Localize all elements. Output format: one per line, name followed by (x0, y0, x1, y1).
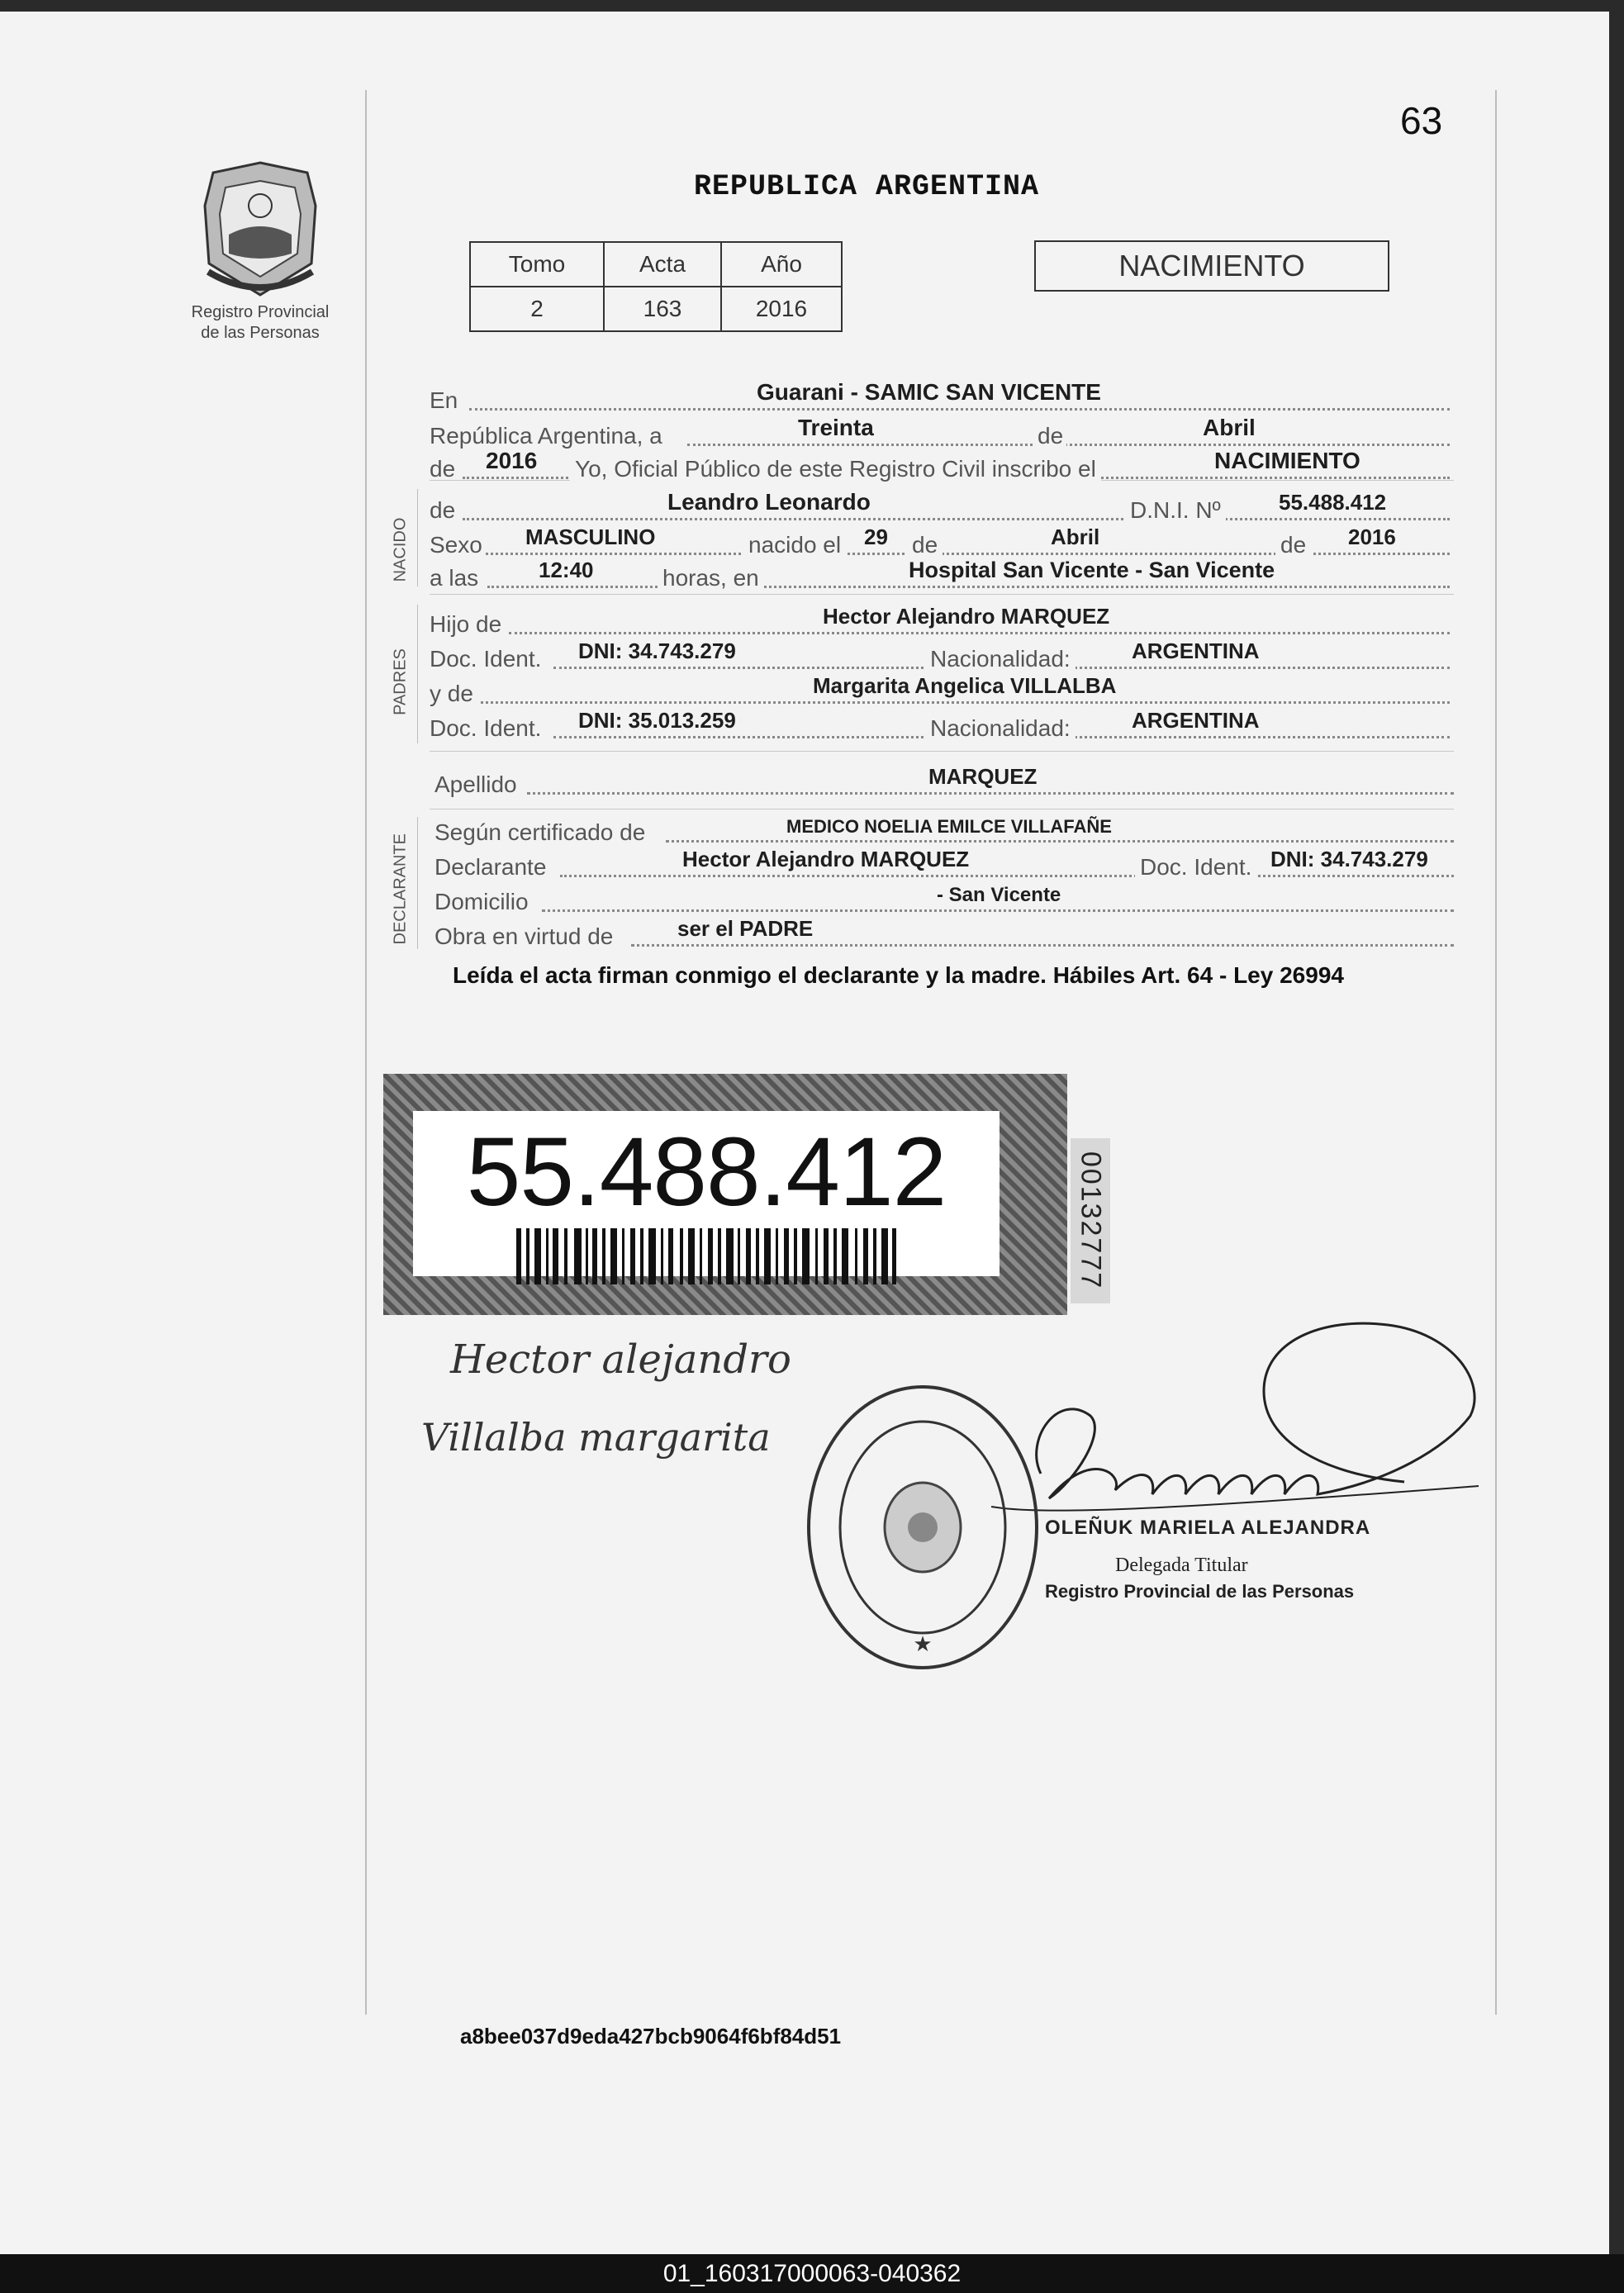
header-acta: Acta (604, 242, 721, 287)
value-sexo: MASCULINO (525, 525, 656, 549)
handwritten-father-name: Hector alejandro (450, 1336, 791, 1383)
value-declarante-doc: DNI: 34.743.279 (1270, 847, 1428, 871)
side-label-nacido: NACIDO (391, 517, 410, 582)
value-anio: 2016 (486, 448, 538, 473)
right-margin-line (1495, 90, 1497, 2015)
row-padre-doc (430, 639, 1454, 676)
registry-label-line: Registro Provincial (191, 303, 330, 321)
act-type-box: NACIMIENTO (1034, 240, 1389, 292)
control-number-tag (1071, 1138, 1110, 1303)
row-inscripcion (430, 449, 1454, 486)
value-lugar-nac: Hospital San Vicente - San Vicente (909, 558, 1275, 582)
value-mes-nac: Abril (1051, 525, 1100, 549)
barcode-icon (516, 1228, 896, 1284)
value-padre-nac: ARGENTINA (1132, 639, 1260, 663)
dotted-line (481, 701, 1450, 704)
dotted-line (631, 944, 1454, 947)
value-tomo: 2 (470, 287, 604, 331)
barcode-number: 55.488.412 (466, 1118, 947, 1227)
svg-text:★: ★ (913, 1631, 933, 1656)
value-certificado: MEDICO NOELIA EMILCE VILLAFAÑE (786, 816, 1112, 837)
provincial-crest-icon (192, 156, 329, 301)
dotted-line (542, 909, 1454, 912)
label-doc: Doc. Ident. (1135, 854, 1256, 881)
value-declarante: Hector Alejandro MARQUEZ (682, 847, 970, 871)
label-y-de: y de (430, 681, 473, 706)
label-nacionalidad: Nacionalidad: (925, 715, 1076, 742)
label-nacionalidad: Nacionalidad: (925, 646, 1076, 672)
official-signature-icon (1037, 1323, 1474, 1498)
value-acta: 163 (604, 287, 721, 331)
document-hash: a8bee037d9eda427bcb9064f6bf84d51 (460, 2024, 842, 2049)
row-certificado (430, 813, 1454, 849)
label-sexo: Sexo (430, 532, 482, 558)
file-id-bar: 01_160317000063-040362 (0, 2254, 1624, 2293)
barcode-sticker (383, 1074, 1067, 1315)
value-dia-letras: Treinta (798, 415, 874, 440)
value-madre-doc: DNI: 35.013.259 (578, 708, 736, 733)
barcode-label (413, 1111, 1000, 1276)
official-name: OLEÑUK MARIELA ALEJANDRA (1045, 1517, 1371, 1539)
label-obra: Obra en virtud de (434, 923, 614, 949)
value-apellido: MARQUEZ (928, 764, 1038, 789)
label-hijo: Hijo de (430, 611, 502, 637)
value-tipo: NACIMIENTO (1214, 448, 1360, 473)
value-padre-doc: DNI: 34.743.279 (578, 639, 736, 663)
label-de: de (1275, 532, 1311, 558)
value-lugar: Guarani - SAMIC SAN VICENTE (757, 379, 1101, 405)
control-number: 00132777 (1075, 1151, 1107, 1290)
left-margin-line (365, 90, 367, 2015)
label-en: En (430, 387, 458, 413)
label-doc: Doc. Ident. (430, 646, 542, 672)
dotted-line (469, 408, 1450, 411)
label-declarante: Declarante (434, 854, 547, 880)
header-tomo: Tomo (470, 242, 604, 287)
label-dni: D.N.I. Nº (1125, 497, 1226, 524)
row-madre-doc (430, 709, 1454, 745)
value-dni: 55.488.412 (1279, 490, 1387, 515)
label-apellido: Apellido (434, 771, 517, 797)
row-sexo (430, 525, 1454, 562)
dotted-line (509, 632, 1450, 634)
side-label-declarante: DECLARANTE (391, 833, 410, 945)
label-de: de (430, 497, 456, 523)
padres-bracket (417, 605, 418, 743)
registry-label-line: de las Personas (201, 324, 320, 342)
official-org: Registro Provincial de las Personas (1045, 1581, 1355, 1602)
value-mes: Abril (1203, 415, 1256, 440)
registry-label (165, 302, 355, 344)
row-hora (430, 558, 1454, 595)
dotted-line (463, 518, 1450, 520)
label-republica: República Argentina, a (430, 423, 662, 449)
label-de: de (430, 456, 456, 482)
label-yo: Yo, Oficial Público de este Registro Civil inscribo el (570, 456, 1101, 482)
header-anio: Año (721, 242, 842, 287)
value-domicilio: - San Vicente (937, 884, 1061, 906)
label-de: de (1034, 423, 1066, 449)
label-segun: Según certificado de (434, 819, 646, 845)
value-madre-nac: ARGENTINA (1132, 708, 1260, 733)
value-obra: ser el PADRE (677, 916, 814, 941)
row-lugar (430, 381, 1454, 417)
row-obra (430, 917, 1454, 953)
dotted-line (666, 840, 1454, 843)
value-nombre: Leandro Leonardo (667, 489, 871, 515)
label-domicilio: Domicilio (434, 889, 529, 914)
value-anio: 2016 (721, 287, 842, 331)
row-declarante (430, 847, 1454, 884)
value-madre: Margarita Angelica VILLALBA (813, 673, 1117, 698)
dotted-line (487, 586, 1450, 588)
official-role: Delegada Titular (1115, 1555, 1248, 1576)
page-number: 63 (1400, 99, 1443, 142)
side-label-padres: PADRES (391, 648, 410, 715)
label-doc: Doc. Ident. (430, 715, 542, 741)
value-anio-nac: 2016 (1348, 525, 1396, 549)
label-de: de (907, 532, 943, 558)
register-table (469, 241, 843, 332)
row-domicilio (430, 882, 1454, 919)
label-horas: horas, en (658, 565, 764, 591)
row-padre (430, 605, 1454, 641)
closing-text: Leída el acta firman conmigo el declarante y la madre. Hábiles Art. 64 - Ley 26994 (453, 962, 1344, 988)
row-madre (430, 674, 1454, 710)
value-dia: 29 (864, 525, 888, 549)
nacido-bracket (417, 489, 418, 586)
document-title: REPUBLICA ARGENTINA (694, 170, 1040, 203)
dotted-line (687, 444, 1450, 446)
dotted-line (560, 875, 1454, 877)
row-nombre (430, 491, 1454, 527)
dotted-line (527, 792, 1454, 795)
value-padre: Hector Alejandro MARQUEZ (823, 604, 1110, 629)
handwritten-mother-name: Villalba margarita (421, 1415, 771, 1460)
declarante-bracket (417, 817, 418, 949)
row-apellido (430, 765, 1454, 801)
section-divider (430, 751, 1454, 752)
official-seal-icon (803, 1379, 1042, 1676)
document-page (0, 12, 1609, 2254)
value-hora: 12:40 (539, 558, 594, 582)
label-a-las: a las (430, 565, 479, 591)
label-nacido: nacido el (743, 532, 846, 558)
